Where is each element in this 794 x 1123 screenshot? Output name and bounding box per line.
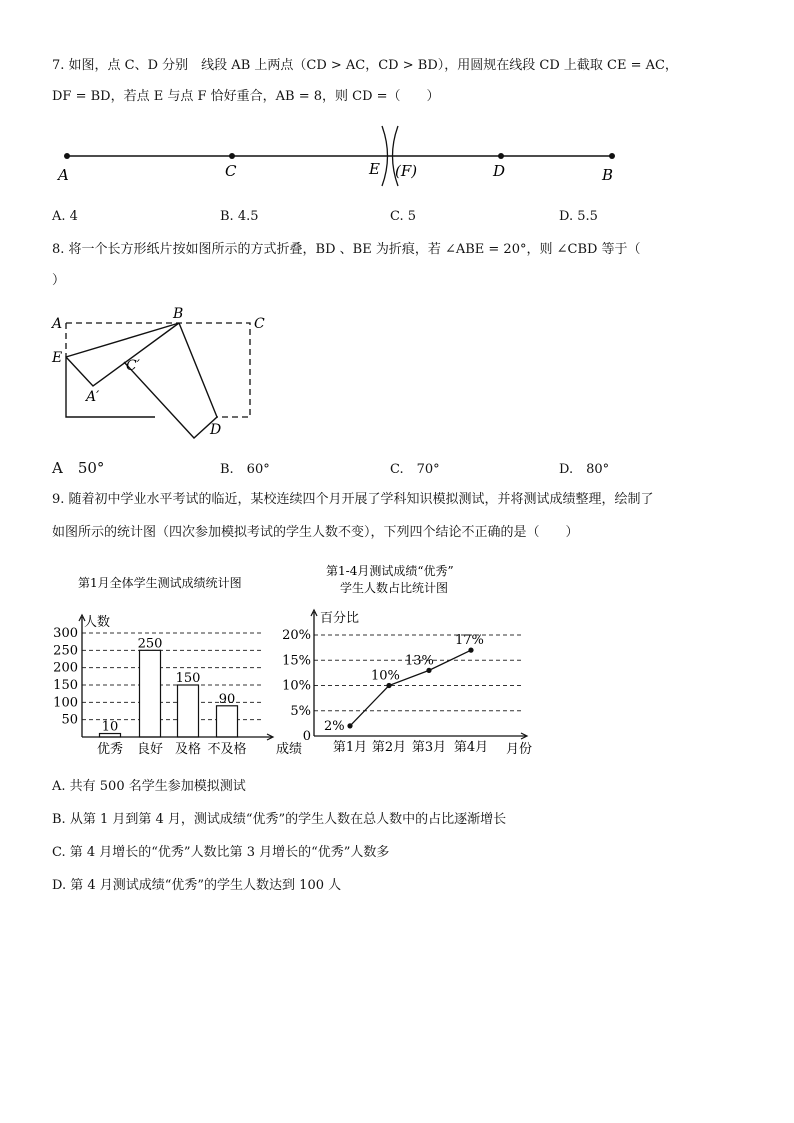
bar-value-label: 250: [137, 636, 163, 652]
bar-ytick-label: 200: [53, 660, 78, 676]
q9-stem-line2: 如图所示的统计图（四次参加模拟考试的学生人数不变），下列四个结论不正确的是（ ）: [52, 525, 579, 540]
label-c: C: [225, 162, 237, 180]
q7-stem-line2: DF = BD，若点 E 与点 F 恰好重合，AB = 8，则 CD =（ ）: [52, 89, 440, 104]
label-a: A: [52, 316, 63, 332]
bar-ytick-label: 300: [53, 626, 78, 641]
line-category-label: 第3月: [411, 740, 447, 755]
q9-option-a[interactable]: A. 共有 500 名学生参加模拟测试: [52, 779, 246, 794]
bar-category-label: 优秀: [96, 742, 124, 757]
line-chart-xlabel: 月份: [506, 742, 533, 757]
q7-option-b[interactable]: B. 4.5: [220, 209, 259, 224]
line-point: [426, 668, 431, 673]
q7-option-c[interactable]: C. 5: [390, 209, 417, 224]
line-ytick-label: 5%: [290, 703, 311, 719]
bar-ytick-label: 50: [61, 712, 78, 728]
q7-option-d[interactable]: D. 5.5: [559, 209, 598, 224]
bar-良好: [140, 650, 161, 737]
line-value-label: 17%: [455, 633, 484, 649]
line-point: [347, 723, 352, 728]
line-chart-ylabel: 百分比: [320, 611, 360, 626]
bar-chart-ylabel: 人数: [84, 615, 111, 630]
bar-ytick-label: 250: [53, 643, 78, 659]
point-a: [64, 153, 70, 159]
line-ytick-label: 20%: [282, 628, 311, 643]
folded-triangle-a: [66, 323, 179, 386]
q9-stem-line1: 9. 随着初中学业水平考试的临近，某校连续四个月开展了学科知识模拟测试，并将测试成绩整理，绘制了: [52, 492, 654, 507]
label-c-prime: C′: [126, 358, 140, 374]
label-e: E: [52, 350, 63, 366]
label-f: (F): [395, 162, 418, 180]
bar-category-label: 及格: [174, 742, 202, 757]
label-d: D: [493, 162, 506, 180]
bar-ytick-label: 150: [53, 678, 78, 693]
q9-option-c[interactable]: C. 第 4 月增长的“优秀”人数比第 3 月增长的“优秀”人数多: [52, 845, 390, 860]
label-a: A: [58, 166, 69, 184]
point-c: [229, 153, 235, 159]
q7-stem-line1: 7. 如图，点 C、D 分别 线段 AB 上两点（CD > AC，CD > BD），用圆规在线段 CD 上截取 CE = AC，: [52, 58, 678, 73]
label-a-prime: A′: [86, 389, 100, 405]
q7-line-figure: [40, 120, 640, 195]
bar-category-label: 良好: [136, 742, 164, 757]
bar-chart-title: 第1月全体学生测试成绩统计图: [78, 576, 242, 590]
line-category-label: 第2月: [371, 740, 407, 755]
line-value-label: 10%: [371, 668, 400, 684]
q9-option-b[interactable]: B. 从第 1 月到第 4 月，测试成绩“优秀”的学生人数在总人数中的占比逐渐增长: [52, 812, 507, 827]
line-chart-title-line2: 学生人数占比统计图: [340, 581, 449, 595]
bar-及格: [178, 685, 199, 737]
label-d: D: [210, 422, 222, 438]
label-c: C: [254, 316, 265, 332]
bar-chart: [50, 565, 310, 765]
point-b: [609, 153, 615, 159]
q8-option-c[interactable]: C. 70°: [390, 462, 440, 477]
line-chart: [282, 560, 560, 765]
label-e: E: [369, 160, 380, 178]
q8-stem-line1: 8. 将一个长方形纸片按如图所示的方式折叠，BD 、BE 为折痕，若 ∠ABE = 20°，则 ∠CBD 等于（: [52, 242, 641, 257]
line-value-label: 13%: [405, 653, 434, 669]
line-point: [468, 648, 473, 653]
q9-option-d[interactable]: D. 第 4 月测试成绩“优秀”的学生人数达到 100 人: [52, 878, 342, 893]
line-value-label: 2%: [324, 718, 345, 734]
label-b: B: [602, 166, 614, 184]
line-category-label: 第1月: [332, 740, 368, 755]
bar-value-label: 90: [218, 691, 236, 707]
line-ytick-label: 15%: [282, 653, 311, 669]
line-ytick-label: 0: [302, 729, 311, 744]
label-b: B: [173, 306, 184, 322]
q8-option-b[interactable]: B. 60°: [220, 462, 270, 477]
q8-option-d[interactable]: D. 80°: [559, 462, 610, 477]
q8-option-a[interactable]: A 50°: [52, 459, 105, 477]
line-category-label: 第4月: [453, 740, 489, 755]
bar-value-label: 10: [101, 719, 119, 735]
q8-fold-figure: [40, 300, 280, 445]
point-d: [498, 153, 504, 159]
line-ytick-label: 10%: [282, 678, 311, 694]
q8-stem-line2: ）: [52, 273, 66, 288]
bar-category-label: 不及格: [207, 742, 247, 757]
q7-option-a[interactable]: A. 4: [52, 209, 78, 224]
bar-value-label: 150: [175, 671, 201, 686]
line-point: [386, 683, 391, 688]
line-chart-title-line1: 第1-4月测试成绩“优秀”: [326, 564, 454, 578]
folded-flap-c: [124, 323, 217, 438]
bar-不及格: [217, 706, 238, 737]
bar-chart-xlabel: 成绩: [276, 742, 303, 757]
bar-ytick-label: 100: [53, 695, 78, 711]
